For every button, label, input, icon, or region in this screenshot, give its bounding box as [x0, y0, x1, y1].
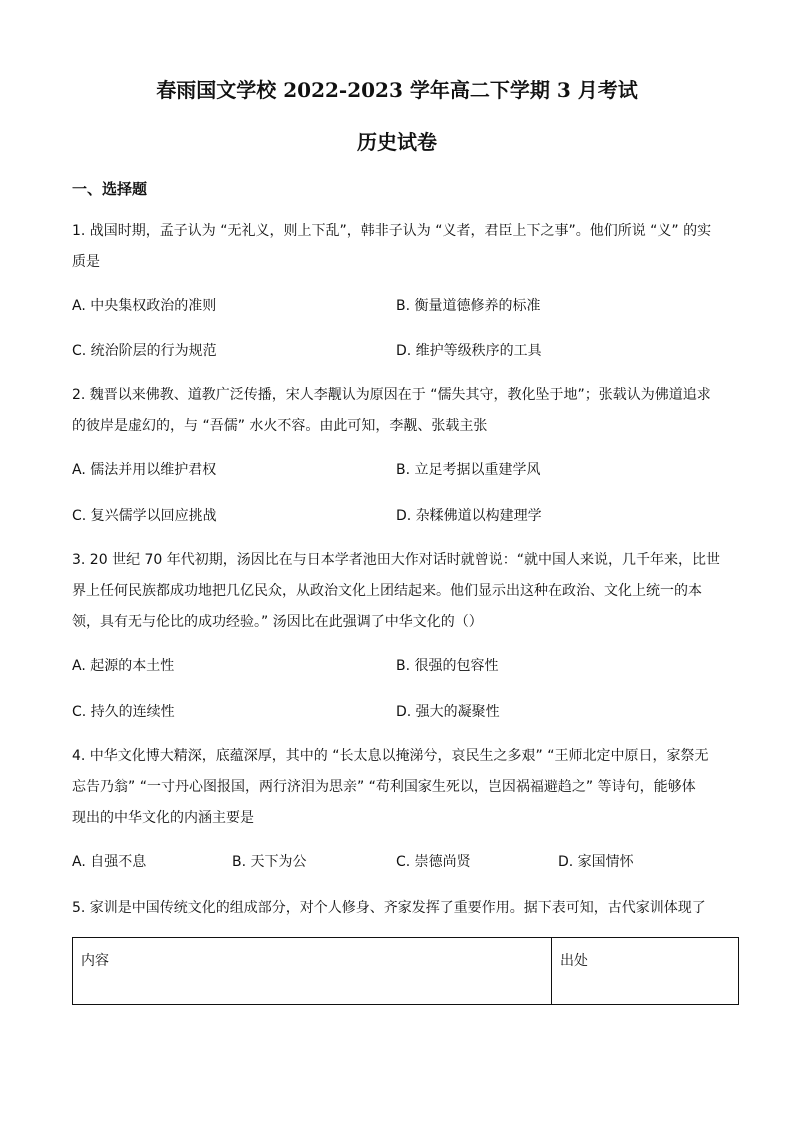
option-d: D. 维护等级秩序的工具 [396, 343, 542, 359]
option-d: D. 杂糅佛道以构建理学 [396, 508, 542, 524]
option-a: A. 儒法并用以维护君权 [72, 462, 217, 478]
table-header-source: 出处 [552, 938, 739, 1005]
source-table [72, 937, 739, 1005]
option-b: B. 天下为公 [232, 854, 307, 870]
option-c: C. 统治阶层的行为规范 [72, 343, 217, 359]
question-text: 5. 家训是中国传统文化的组成部分，对个人修身、齐家发挥了重要作用。据下表可知，古代家训体现了 [72, 900, 706, 916]
option-a: A. 自强不息 [72, 854, 147, 870]
table-row [73, 938, 739, 1005]
question-text: 忘告乃翁” “一寸丹心图报国，两行济泪为思亲” “苟利国家生死以，岂因祸福避趋之” 等诗句，能够体 [72, 779, 696, 795]
question-text: 1. 战国时期，孟子认为 “无礼义，则上下乱”，韩非子认为 “义者，君臣上下之事”。他们所说 “义” 的实 [72, 223, 712, 239]
option-c: C. 崇德尚贤 [396, 854, 471, 870]
question-text: 界上任何民族都成功地把几亿民众，从政治文化上团结起来。他们显示出这种在政治、文化上统一的本 [72, 583, 702, 599]
table-header-content: 内容 [73, 938, 552, 1005]
question-text: 的彼岸是虚幻的，与 “吾儒” 水火不容。由此可知，李觏、张载主张 [72, 418, 488, 434]
question-text: 3. 20 世纪 70 年代初期，汤因比在与日本学者池田大作对话时就曾说：“就中国人来说，几千年来，比世 [72, 552, 721, 568]
question-text: 质是 [72, 254, 100, 270]
option-d: D. 强大的凝聚性 [396, 704, 500, 720]
option-b: B. 衡量道德修养的标准 [396, 298, 541, 314]
question-text: 2. 魏晋以来佛教、道教广泛传播，宋人李觏认为原因在于 “儒失其守，教化坠于地”；张载认为佛道追求 [72, 387, 711, 403]
question-text: 4. 中华文化博大精深，底蕴深厚，其中的 “长太息以掩涕兮，哀民生之多艰” “王师北定中原日，家祭无 [72, 748, 709, 764]
option-c: C. 持久的连续性 [72, 704, 175, 720]
option-d: D. 家国情怀 [558, 854, 634, 870]
question-text: 现出的中华文化的内涵主要是 [72, 810, 254, 826]
option-c: C. 复兴儒学以回应挑战 [72, 508, 217, 524]
exam-subtitle: 历史试卷 [357, 130, 437, 154]
exam-title: 春雨国文学校 2022-2023 学年高二下学期 3 月考试 [156, 78, 638, 102]
option-b: B. 很强的包容性 [396, 658, 499, 674]
option-a: A. 起源的本土性 [72, 658, 175, 674]
question-text: 领，具有无与伦比的成功经验。” 汤因比在此强调了中华文化的（） [72, 614, 483, 630]
option-b: B. 立足考据以重建学风 [396, 462, 541, 478]
section-heading: 一、选择题 [72, 180, 148, 198]
option-a: A. 中央集权政治的准则 [72, 298, 217, 314]
